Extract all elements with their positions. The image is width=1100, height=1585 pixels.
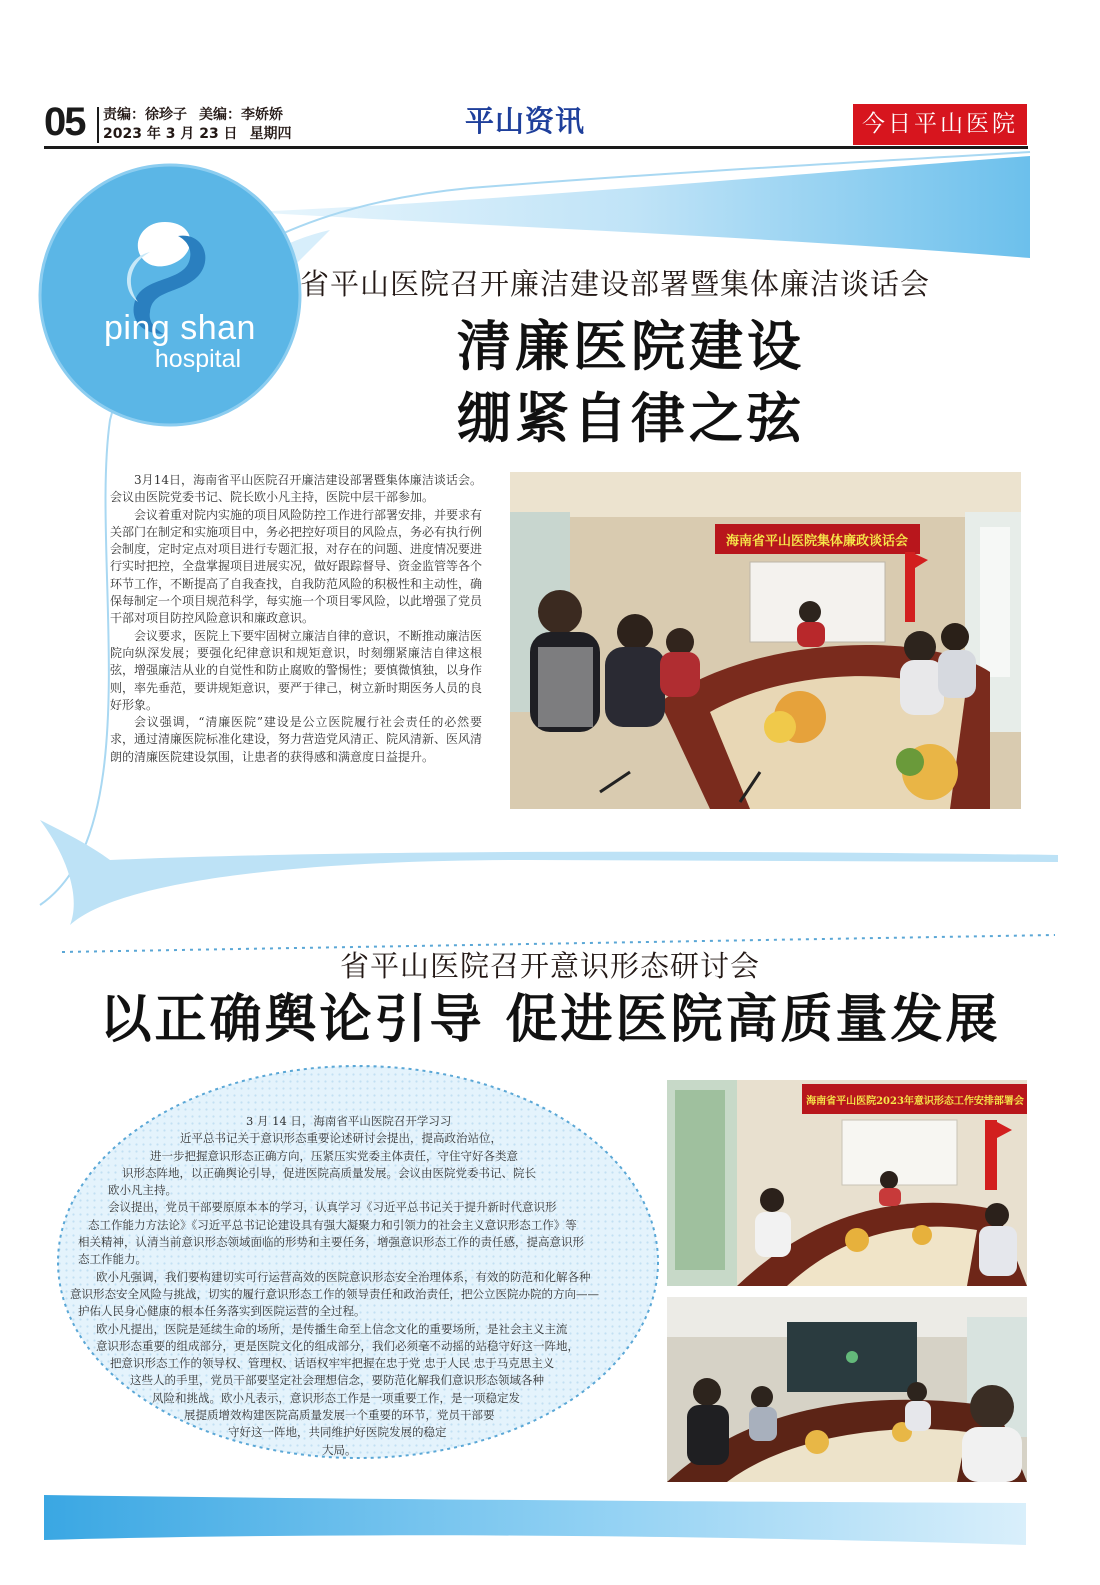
article2-line: 进一步把握意识形态正确方向，压紧压实党委主体责任，守住守好各类意 — [150, 1148, 518, 1163]
issue-date: 2023 年 3 月 23 日 — [103, 126, 238, 142]
article1-title-line1: 清廉医院建设 — [457, 315, 805, 378]
article2-subtitle: 省平山医院召开意识形态研讨会 — [339, 949, 760, 983]
article2-line: 会议提出，党员干部要原原本本的学习，认真学习《习近平总书记关于提升新时代意识形 — [108, 1200, 557, 1215]
article1-paragraph: 3月14日，海南省平山医院召开廉洁建设部署暨集体廉洁谈话会。会议由医院党委书记、院长欧小凡主持，医院中层干部参加。 — [110, 473, 482, 505]
article2-body — [60, 1113, 660, 1459]
article1-subtitle: 省平山医院召开廉洁建设部署暨集体廉洁谈话会 — [300, 267, 931, 301]
article1-photo — [510, 472, 1021, 809]
header-rule — [44, 146, 1028, 149]
article2-line: 把意识形态工作的领导权、管理权、话语权牢牢把握在忠于党 忠于人民 忠于马克思主义 — [110, 1356, 555, 1371]
bottom-bar — [44, 1495, 1026, 1545]
article2-line: 识形态阵地，以正确舆论引导，促进医院高质量发展。会议由医院党委书记、院长 — [122, 1165, 536, 1180]
article2-line: 这些人的手里，党员干部要坚定社会理想信念，要防范化解我们意识形态领域各种 — [130, 1373, 544, 1388]
article2-line: 态工作能力。 — [78, 1252, 147, 1267]
page-number: 05 — [44, 100, 85, 144]
header-credits — [103, 106, 283, 124]
article1-paragraph: 会议要求，医院上下要牢固树立廉洁自律的意识，不断推动廉洁医院向纵深发展；要强化纪律意识和规矩意识，时刻绷紧廉洁自律这根弦，增强廉洁从业的自觉性和防止腐败的警惕性；要慎微慎独，以身作则，率先垂范，要讲规矩意识，要严于律己，树立新时期医务人员的良好形象。 — [110, 628, 483, 712]
brand-label: 今日平山医院 — [853, 104, 1027, 145]
article2-line: 相关精神，认清当前意识形态领域面临的形势和主要任务，增强意识形态工作的责任感，提高意识形 — [78, 1235, 584, 1250]
article2-line: 意识形态安全风险与挑战，切实的履行意识形态工作的领导责任和政治责任，把公立医院办院的方向—— — [70, 1286, 599, 1301]
article1-body — [110, 472, 482, 766]
header-dateline — [103, 125, 292, 143]
article2-line: 态工作能力方法论》《习近平总书记论建设具有强大凝聚力和引领力的社会主义意识形态工作》等 — [88, 1217, 577, 1232]
article2-line: 近平总书记关于意识形态重要论述研讨会提出，提高政治站位， — [180, 1131, 502, 1146]
article1-paragraph: 会议着重对院内实施的项目风险防控工作进行部署安排，并要求有关部门在制定和实施项目中，务必把控好项目的风险点，务必有执行例会制度，定时定点对项目进行专题汇报，对存在的问题、进度情况要进行实时把控，全盘掌握项目进展实况，做好跟踪督导、资金监管等各个环节工作，不断提高了自我查找，自我防范风险的积极性和主动性，确保每制定一个项目规范科学，每实施一个项目零风险，以此增强了党员干部对项目防控风险意识和廉政意识。 — [110, 507, 483, 626]
designer-credit: 美编：李娇娇 — [199, 107, 283, 123]
article2-photo-top — [667, 1080, 1027, 1286]
article2-line: 展提质增效构建医院高质量发展一个重要的环节，党员干部要 — [184, 1408, 495, 1423]
article2-line: 守好这一阵地，共同维护好医院发展的稳定 — [228, 1425, 447, 1440]
issue-weekday: 星期四 — [249, 126, 292, 142]
left-swoosh — [40, 820, 1058, 925]
article2-title: 以正确舆论引导 促进医院高质量发展 — [99, 990, 1001, 1050]
article2-photo-banner: 海南省平山医院2023年意识形态工作安排部署会 — [806, 1096, 1024, 1107]
logo-wordmark — [90, 310, 270, 372]
editor-credit: 责编：徐珍子 — [103, 107, 187, 123]
article2-line: 大局。 — [322, 1442, 357, 1457]
article1-paragraph: 会议强调，“清廉医院”建设是公立医院履行社会责任的必然要求，通过清廉医院标准化建设，努力营造党风清正、院风清新、医风清朗的清廉医院建设氛围，让患者的获得感和满意度日益提升。 — [110, 715, 483, 764]
article2-line: 欧小凡主持。 — [108, 1183, 177, 1198]
logo-line1: ping shan — [104, 309, 256, 347]
article2-photo-bottom — [667, 1297, 1027, 1482]
top-swoosh — [250, 156, 1030, 258]
logo-line2: hospital — [154, 345, 242, 373]
article2-line: 意识形态重要的组成部分，更是医院文化的组成部分，我们必须毫不动摇的站稳守好这一阵地， — [96, 1338, 579, 1353]
article1-photo-banner: 海南省平山医院集体廉政谈话会 — [725, 534, 909, 549]
article2-line: 欧小凡提出，医院是延续生命的场所，是传播生命至上信念文化的重要场所，是社会主义主流 — [96, 1321, 568, 1336]
article2-line: 欧小凡强调，我们要构建切实可行运营高效的医院意识形态安全治理体系，有效的防范和化解各种 — [96, 1269, 591, 1284]
article2-line: 风险和挑战。欧小凡表示，意识形态工作是一项重要工作，是一项稳定发 — [152, 1390, 520, 1405]
article1-title-line2: 绷紧自律之弦 — [457, 387, 805, 450]
header-separator — [97, 107, 99, 143]
article2-line: 3 月 14 日，海南省平山医院召开学习习 — [246, 1114, 452, 1128]
article2-line: 护佑人民身心健康的根本任务落实到医院运营的全过程。 — [78, 1304, 366, 1319]
section-title: 平山资讯 — [465, 104, 586, 138]
